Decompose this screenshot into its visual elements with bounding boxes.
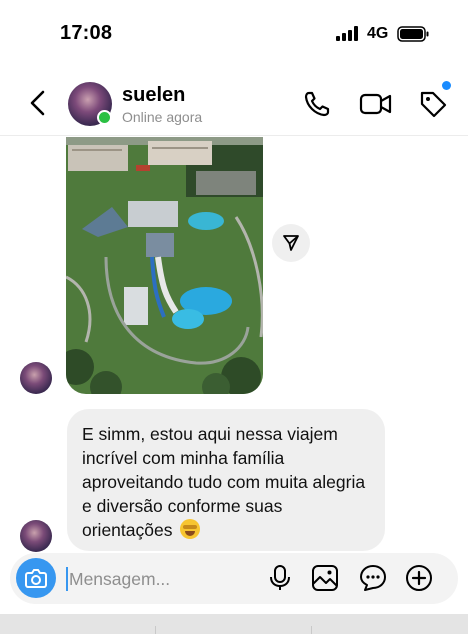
- camera-icon: [25, 568, 47, 588]
- contact-name[interactable]: suelen: [122, 84, 186, 106]
- divider: [155, 626, 156, 634]
- camera-button[interactable]: [16, 558, 56, 598]
- sender-avatar[interactable]: [20, 520, 52, 552]
- battery-icon: [397, 26, 429, 42]
- text-message-bubble[interactable]: [67, 409, 385, 551]
- photo-message[interactable]: [66, 137, 263, 394]
- star-struck-emoji: [180, 519, 200, 539]
- gallery-icon[interactable]: [311, 564, 339, 592]
- message-text: E simm, estou aqui nessa viajem incrível com minha família aproveitando tudo com muita alegria e diversão conforme suas orientações: [82, 424, 366, 540]
- share-button[interactable]: [272, 224, 310, 262]
- divider: [311, 626, 312, 634]
- status-time: 17:08: [60, 22, 113, 44]
- signal-icon: [336, 26, 360, 41]
- send-icon: [282, 234, 300, 252]
- network-type: 4G: [367, 25, 389, 42]
- notification-dot: [442, 81, 451, 90]
- sender-avatar[interactable]: [20, 362, 52, 394]
- sticker-icon[interactable]: [359, 564, 387, 592]
- tag-icon[interactable]: [418, 89, 448, 119]
- video-camera-icon[interactable]: [359, 89, 393, 119]
- chevron-left-icon[interactable]: [24, 88, 52, 118]
- phone-icon[interactable]: [302, 89, 332, 119]
- contact-status: Online agora: [122, 109, 203, 125]
- resort-aerial-photo: [66, 137, 263, 394]
- chat-header: [0, 70, 468, 136]
- online-indicator: [97, 110, 112, 125]
- status-bar: [0, 0, 468, 66]
- plus-icon[interactable]: [405, 564, 433, 592]
- microphone-icon[interactable]: [266, 564, 294, 592]
- keyboard-edge: [0, 614, 468, 634]
- message-input[interactable]: [66, 567, 256, 591]
